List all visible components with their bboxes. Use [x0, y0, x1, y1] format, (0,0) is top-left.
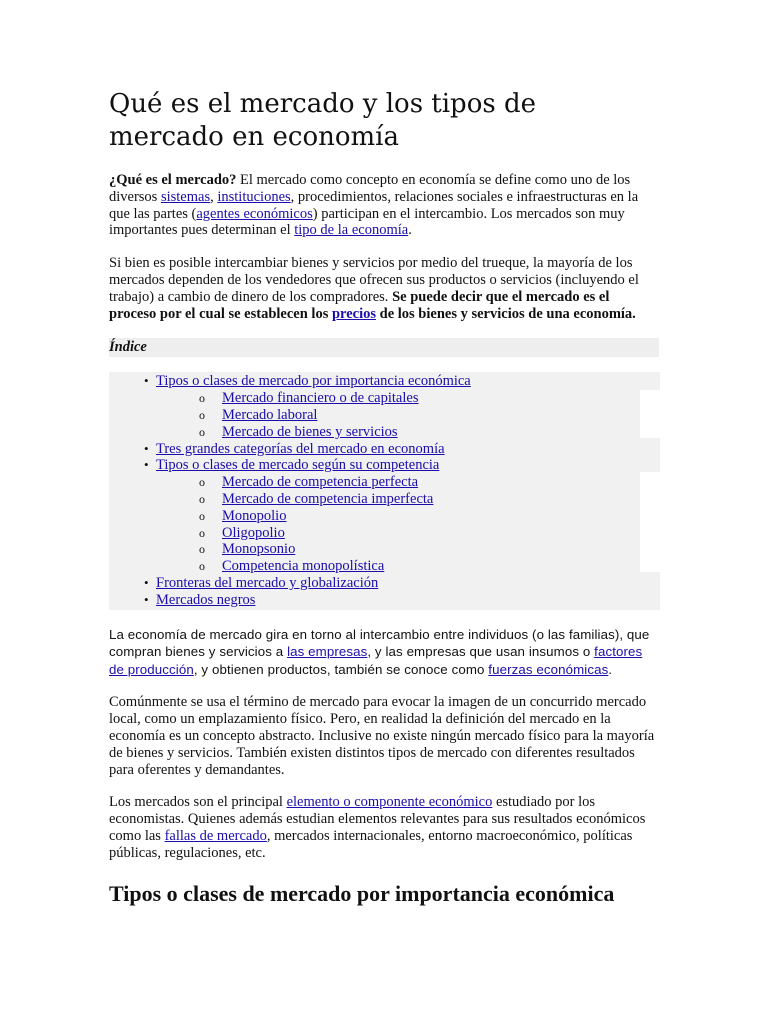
toc-link[interactable]: Fronteras del mercado y globalización — [156, 574, 379, 591]
section-heading: Tipos o clases de mercado por importancia económica — [109, 881, 615, 907]
index-heading: Índice — [109, 338, 659, 357]
link-fuerzas-economicas[interactable]: fuerzas económicas — [488, 661, 609, 677]
toc-link[interactable]: Mercado de competencia perfecta — [222, 474, 419, 491]
intro-text-3: , procedimientos, relaciones sociales e infraestructuras en la que las partes ( — [109, 188, 639, 222]
trueque-paragraph — [109, 255, 659, 322]
intro-bold-lead: ¿Qué es el mercado? — [109, 172, 237, 188]
toc-link[interactable]: Mercado laboral — [222, 406, 318, 423]
link-precios[interactable]: precios — [331, 305, 377, 322]
toc-subitem — [109, 407, 660, 424]
em-text-4: . — [608, 661, 613, 677]
link-fallas-mercado[interactable]: fallas de mercado — [164, 827, 267, 844]
toc-link[interactable]: Monopolio — [222, 507, 287, 524]
toc-subitem — [109, 558, 660, 575]
intro-text-1: El mercado como concepto en economía se define como uno de los diversos — [109, 172, 631, 205]
link-factores-produccion[interactable]: factores de producción — [109, 644, 643, 677]
em-text-2: , y las empresas que usan insumos o — [367, 644, 595, 660]
toc-link[interactable]: Oligopolio — [222, 524, 285, 541]
toc-item — [109, 457, 660, 474]
toc-item — [109, 575, 660, 592]
em-text-1: La economía de mercado gira en torno al intercambio entre individuos (o las familias), que compran bienes y servicios a — [109, 626, 650, 660]
toc-link[interactable]: Tipos o clases de mercado según su competencia — [156, 457, 440, 474]
mercados-paragraph — [109, 794, 659, 861]
toc-subitem — [109, 474, 660, 491]
toc-item — [109, 373, 660, 390]
link-sistemas[interactable]: sistemas — [160, 188, 211, 205]
trueque-bold-2: de los bienes y servicios de una economía. — [376, 305, 636, 322]
toc-subitem — [109, 491, 660, 508]
toc-subitem — [109, 525, 660, 542]
link-las-empresas[interactable]: las empresas — [287, 644, 368, 660]
trueque-bold-1: Se puede decir que el mercado es el proceso por el cual se establecen los — [109, 288, 610, 322]
mp-text-2: estudiado por los economistas. Quienes además estudian elementos relevantes para sus resultados económicos como las — [109, 794, 646, 844]
toc-link[interactable]: Tres grandes categorías del mercado en economía — [156, 440, 445, 457]
economia-mercado-paragraph — [109, 626, 659, 679]
comunmente-paragraph: Comúnmente se usa el término de mercado para evocar la imagen de un concurrido mercado local, como un emplazamiento físico. Pero, en realidad la definición del mercado en la economía es un concepto abstracto. Inclusive no existe ningún mercado físico para la mayoría de bienes y servicios. También existen distintos tipos de mercado con diferentes resultados para oferentes y demandantes. — [109, 694, 655, 778]
link-tipo-economia[interactable]: tipo de la economía — [294, 222, 409, 239]
mp-text-3: , mercados internacionales, entorno macroeconómico, políticas públicas, regulaciones, etc. — [109, 827, 633, 861]
toc-item — [109, 592, 660, 609]
toc-link[interactable]: Mercado de competencia imperfecta — [222, 490, 434, 507]
toc-link[interactable]: Monopsonio — [222, 541, 296, 558]
trueque-text-1: Si bien es posible intercambiar bienes y servicios por medio del trueque, la mayoría de los mercados dependen de los vendedores que ofrecen sus productos o servicios (incluyendo el trabajo) a cambio de dinero de los compradores. — [109, 255, 639, 305]
intro-paragraph — [109, 172, 659, 239]
toc-subitem — [109, 390, 660, 407]
toc-link[interactable]: Mercados negros — [156, 591, 256, 608]
intro-text-2: , — [210, 188, 218, 205]
mp-text-1: Los mercados son el principal — [109, 794, 287, 811]
em-text-3: , y obtienen productos, también se conoce como — [193, 661, 489, 677]
intro-text-5: . — [408, 222, 412, 239]
article — [109, 88, 659, 907]
page-title: Qué es el mercado y los tipos de mercado en economía — [109, 89, 536, 152]
toc-link[interactable]: Mercado financiero o de capitales — [222, 390, 419, 407]
link-agentes-economicos[interactable]: agentes económicos — [196, 205, 313, 222]
toc-link[interactable]: Tipos o clases de mercado por importancia económica — [156, 373, 471, 390]
toc-link[interactable]: Competencia monopolística — [222, 558, 385, 575]
toc-subitem — [109, 424, 660, 441]
toc-link[interactable]: Mercado de bienes y servicios — [222, 423, 398, 440]
toc-subitem — [109, 541, 660, 558]
link-elemento-economico[interactable]: elemento o componente económico — [286, 794, 493, 811]
intro-text-4: ) participan en el intercambio. Los mercados son muy importantes pues determinan el — [109, 205, 625, 239]
table-of-contents — [109, 372, 660, 609]
toc-subitem — [109, 508, 660, 525]
link-instituciones[interactable]: instituciones — [217, 188, 291, 205]
toc-item — [109, 441, 660, 458]
